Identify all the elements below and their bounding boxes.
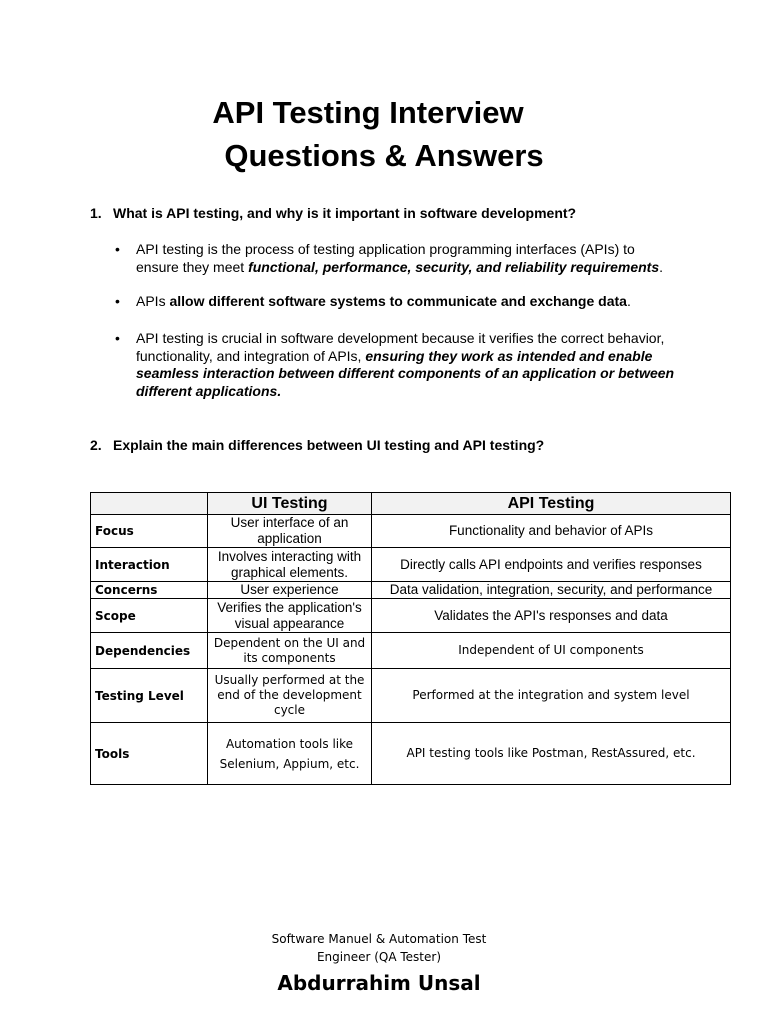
row-label: Tools [91, 723, 208, 785]
question-1-text: What is API testing, and why is it important in software development? [113, 205, 577, 221]
question-2 [90, 436, 544, 454]
bullet-1-emphasis: functional, performance, security, and reliability requirements [248, 258, 660, 275]
table-row [91, 669, 731, 723]
api-testing-cell: API testing tools like Postman, RestAssured, etc. [372, 723, 731, 785]
bullet-2-end: . [626, 293, 631, 309]
row-label: Interaction [91, 548, 208, 582]
table-row [91, 723, 731, 785]
bullet-3-emphasis: ensuring they work as intended and enable seamless interaction between different components of an application or between different applications. [136, 347, 675, 399]
api-testing-cell: Validates the API's responses and data [372, 599, 731, 633]
bullet-1-text: API testing is the process of testing application programming interfaces (APIs) to ensure they meet [136, 241, 635, 275]
api-testing-cell: Functionality and behavior of APIs [372, 515, 731, 548]
row-label: Scope [91, 599, 208, 633]
question-2-text: Explain the main differences between UI testing and API testing? [113, 437, 545, 453]
api-testing-cell: Data validation, integration, security, and performance [372, 582, 731, 599]
ui-testing-cell: Dependent on the UI and its components [208, 633, 372, 669]
ui-testing-cell: Usually performed at the end of the development cycle [208, 669, 372, 723]
question-2-number: 2. [90, 437, 102, 453]
page-title-line-2: Questions & Answers [224, 138, 544, 173]
comparison-table [90, 492, 731, 785]
bullet-3-text: API testing is crucial in software development because it verifies the correct behavior, functionality, and integration of APIs, [136, 330, 665, 364]
api-testing-cell: Directly calls API endpoints and verifies responses [372, 548, 731, 582]
ui-testing-cell: Automation tools like Selenium, Appium, etc. [208, 723, 372, 785]
question-1 [90, 204, 576, 222]
bullet-icon: • [115, 241, 120, 257]
question-1-number: 1. [90, 205, 102, 221]
row-label: Focus [91, 515, 208, 548]
bullet-icon: • [115, 330, 120, 346]
table-header-row [91, 493, 731, 515]
row-label: Dependencies [91, 633, 208, 669]
bullet-2-emphasis: allow different software systems to communicate and exchange data [169, 293, 627, 309]
ui-testing-cell: Involves interacting with graphical elements. [208, 548, 372, 582]
api-testing-cell: Performed at the integration and system level [372, 669, 731, 723]
bullet-icon: • [115, 293, 120, 309]
row-label: Concerns [91, 582, 208, 599]
table-row [91, 633, 731, 669]
ui-testing-cell: User experience [208, 582, 372, 599]
table-row [91, 515, 731, 548]
table-header-api-testing: API Testing [372, 493, 731, 515]
page-title-line-1: API Testing Interview [212, 95, 524, 130]
bullet-2-text: APIs [136, 293, 170, 309]
table-header-corner [91, 493, 208, 515]
author-name: Abdurrahim Unsal [277, 971, 481, 995]
table-row [91, 582, 731, 599]
table-header-ui-testing: UI Testing [208, 493, 372, 515]
table-row [91, 599, 731, 633]
api-testing-cell: Independent of UI components [372, 633, 731, 669]
bullet-1-end: . [659, 258, 663, 275]
footer-role-line-1: Software Manuel & Automation Test [271, 932, 487, 946]
ui-testing-cell: Verifies the application's visual appearance [208, 599, 372, 633]
table-row [91, 548, 731, 582]
row-label: Testing Level [91, 669, 208, 723]
footer-role-line-2: Engineer (QA Tester) [316, 950, 442, 964]
ui-testing-cell: User interface of an application [208, 515, 372, 548]
